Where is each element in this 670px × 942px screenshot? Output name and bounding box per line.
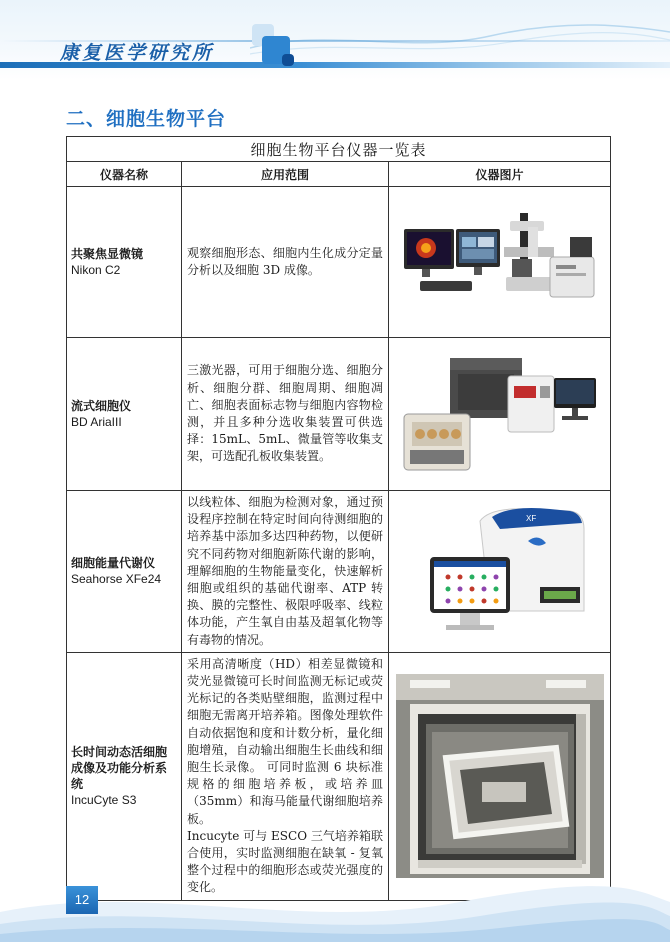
column-header-image: 仪器图片 <box>389 162 611 187</box>
instrument-name-en: BD AriaIII <box>71 415 122 429</box>
instrument-name-en: Seahorse XFe24 <box>71 572 162 587</box>
page-number: 12 <box>66 886 98 914</box>
incucyte-incubator-image <box>389 652 611 900</box>
instrument-name-en: IncuCyte S3 <box>71 793 137 808</box>
seahorse-analyzer-image <box>389 491 611 653</box>
page-header <box>0 0 670 80</box>
table-row <box>67 187 611 338</box>
instrument-name-cn: 共聚焦显微镜 <box>71 247 144 261</box>
svg-text:XF: XF <box>525 514 536 524</box>
confocal-microscope-image <box>389 187 611 338</box>
column-header-scope: 应用范围 <box>182 162 389 187</box>
instrument-table <box>66 136 611 901</box>
instrument-description: 观察细胞形态、细胞内生化成分定量分析以及细胞 3D 成像。 <box>182 187 389 338</box>
footer-wave-decoration <box>0 872 670 942</box>
instrument-description-extra: Incucyte 可与 ESCO 三气培养箱联合使用，实时监测细胞在缺氧 - 复氧整个过程中的细胞形态或荧光强度的变化。 <box>187 828 383 895</box>
instrument-name-cn: 流式细胞仪 <box>71 399 132 413</box>
brand-title: 康复医学研究所 <box>60 42 215 64</box>
instrument-description: 三激光器，可用于细胞分选、细胞分析、细胞分群、细胞周期、细胞凋亡、细胞表面标志物与细胞内容物检测，并且多种分选收集装置可供选择：15mL、5mL、微量管等收集支架，可选配孔板收集装置。 <box>182 338 389 491</box>
column-header-name: 仪器名称 <box>67 162 182 187</box>
instrument-description: 以线粒体、细胞为检测对象，通过预设程序控制在特定时间向待测细胞的培养基中添加多达四种药物，以便研究不同药物对细胞新陈代谢的影响，理解细胞的生物能量变化，快速解析细胞或组织的基础代谢率、ATP 转换、膜的完整性、极限呼吸率、线粒体功能，产生氧自由基及超氧化物等有毒物的情况。 <box>182 491 389 653</box>
table-caption: 细胞生物平台仪器一览表 <box>67 137 611 162</box>
header-wave-decoration <box>250 18 670 58</box>
instrument-name-en: Nikon C2 <box>71 263 121 277</box>
instrument-name-cn: 细胞能量代谢仪 <box>71 556 156 571</box>
flow-cytometer-image <box>389 338 611 491</box>
section-title: 二、细胞生物平台 <box>66 108 227 130</box>
instrument-description: 采用高清晰度（HD）相差显微镜和荧光显微镜可长时间监测无标记或荧光标记的各类贴壁细胞，监测过程中细胞无需离开培养箱。图像处理软件自动依据饱和度和计数分析，量化细胞增殖，自动输出细胞生长曲线和细胞生长录像。 可同时监测 6 块标准规格的细胞培养板，或培养皿（35mm）和海马能量代谢细胞培养板。 <box>187 656 383 826</box>
table-row <box>67 491 611 653</box>
instrument-name-cn: 长时间动态活细胞成像及功能分析系统 <box>71 745 168 792</box>
table-row <box>67 652 611 900</box>
table-row <box>67 338 611 491</box>
logo-squares <box>252 24 300 72</box>
